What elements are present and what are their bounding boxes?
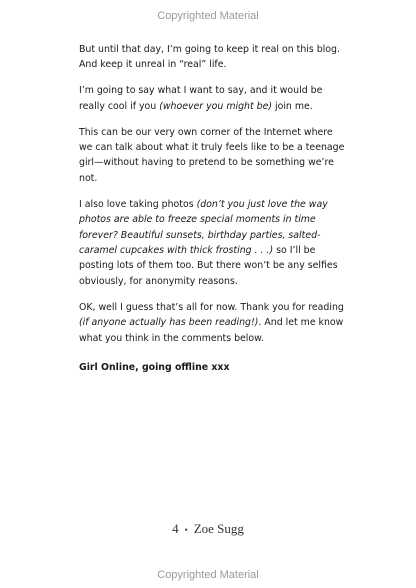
watermark-top: Copyrighted Material: [157, 10, 259, 22]
page-number: 4: [172, 521, 179, 536]
page-body: [79, 42, 345, 386]
page-footer: [0, 521, 416, 537]
paragraph-text-run: (don’t you just love the way photos are able to freeze special moments in time forever? Beautiful sunsets, birthday parties, salted-caramel cupcakes with thick frosting . . .): [79, 198, 328, 256]
paragraph-4: [79, 197, 345, 289]
footer-separator: •: [184, 525, 188, 536]
paragraph-1: [79, 42, 345, 73]
paragraph-text-run: OK, well I guess that’s all for now. Thank you for reading: [79, 301, 344, 313]
paragraph-text-run: I’m going to say what I want to say, and it would be really cool if you: [79, 85, 323, 112]
paragraph-2: [79, 83, 345, 114]
signoff: Girl Online, going offline xxx: [79, 361, 230, 373]
paragraph-text-run: This can be our very own corner of the Internet where we can talk about what it truly feels like to be a teenage girl—without having to pretend to be something we’re not.: [79, 126, 345, 184]
paragraph-5: [79, 300, 345, 346]
watermark-bottom: Copyrighted Material: [157, 569, 259, 581]
paragraph-3: [79, 125, 345, 187]
paragraph-text-run: . And let me know what you think in the comments below.: [79, 317, 344, 344]
paragraph-text-run: so I’ll be posting lots of them too. But there won’t be any selfies obviously, for anonymity reasons.: [79, 244, 338, 287]
paragraph-text-run: But until that day, I’m going to keep it real on this blog. And keep it unreal in “real” life.: [79, 44, 340, 71]
paragraph-text-run: I also love taking photos: [79, 198, 197, 210]
paragraph-text-run: (whoever you might be): [159, 100, 272, 112]
author-name: Zoe Sugg: [193, 521, 244, 536]
paragraph-text-run: join me.: [272, 100, 313, 112]
paragraph-text-run: (if anyone actually has been reading!): [79, 317, 259, 329]
